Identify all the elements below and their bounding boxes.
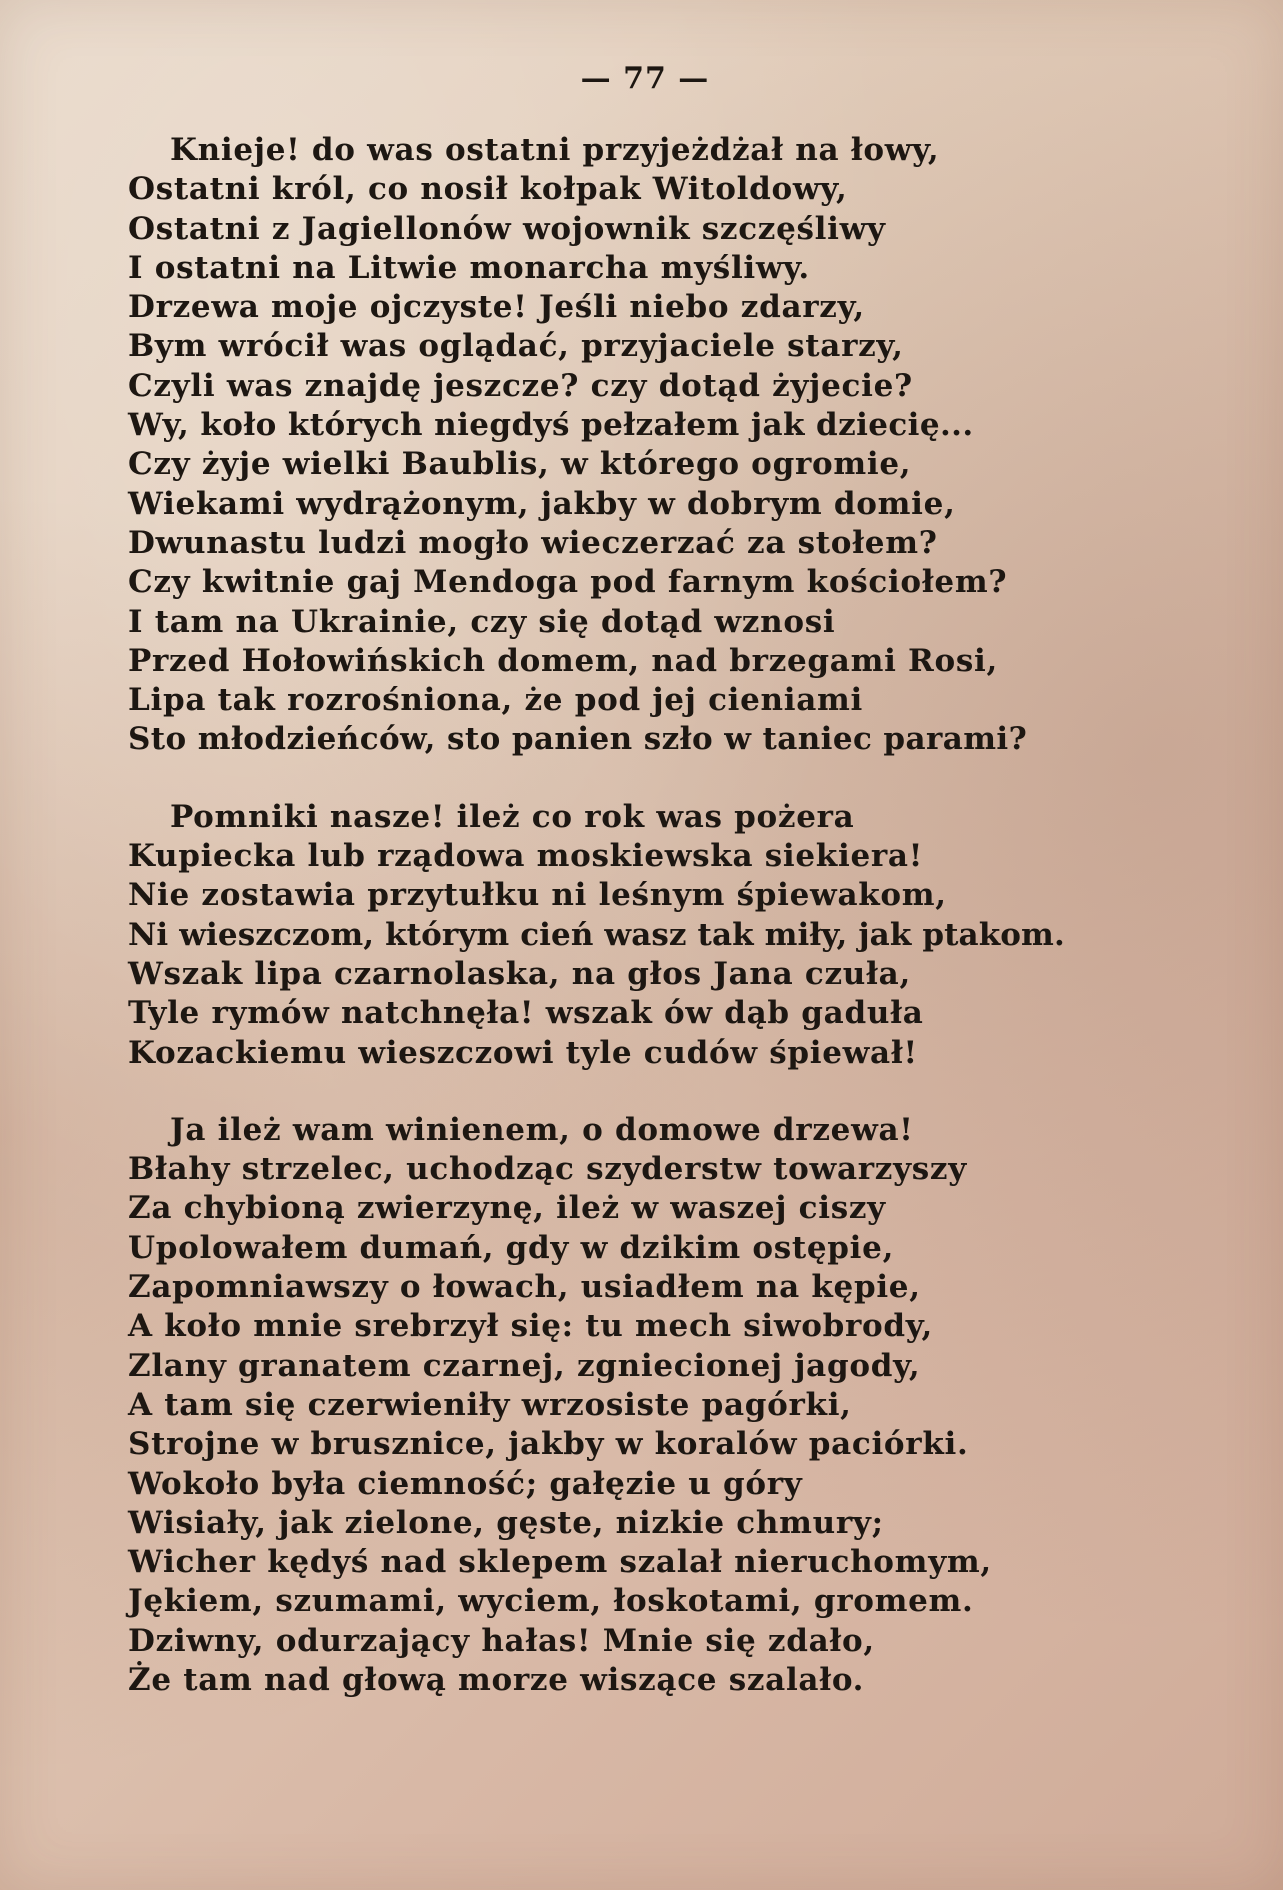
poem-line: Jękiem, szumami, wyciem, łoskotami, gromem. [128,1583,974,1620]
poem-line: Błahy strzelec, uchodząc szyderstw towarzyszy [128,1151,967,1188]
poem-line: Dziwny, odurzający hałas! Mnie się zdało, [128,1622,875,1659]
poem-line: Zapomniawszy o łowach, usiadłem na kępie, [128,1269,921,1306]
poem-line: Wicher kędyś nad sklepem szalał nieruchomym, [128,1544,992,1581]
poem-line: Kozackiemu wieszczowi tyle cudów śpiewał! [128,1034,918,1071]
poem-line: Nie zostawia przytułku ni leśnym śpiewakom, [128,877,947,914]
poem-line: Wy, koło których niegdyś pełzałem jak dziecię... [128,407,974,444]
poem-line: Ja ileż wam winienem, o domowe drzewa! [170,1111,914,1148]
poem-line: Pomniki nasze! ileż co rok was pożera [170,798,855,835]
poem-line: Ostatni król, co nosił kołpak Witoldowy, [128,171,848,208]
poem-line: Drzewa moje ojczyste! Jeśli niebo zdarzy, [128,289,865,326]
poem-line: Wiekami wydrążonym, jakby w dobrym domie, [128,485,956,522]
poem-line: A koło mnie srebrzył się: tu mech siwobrody, [128,1308,934,1345]
poem-line: I tam na Ukrainie, czy się dotąd wznosi [128,603,836,640]
poem-line: Upolowałem dumań, gdy w dzikim ostępie, [128,1229,895,1266]
poem-line: Dwunastu ludzi mogło wieczerzać za stołem? [128,524,938,561]
poem-line: Bym wrócił was oglądać, przyjaciele starzy, [128,328,904,365]
poem-line: Przed Hołowińskich domem, nad brzegami Rosi, [128,642,999,679]
poem-line: Czyli was znajdę jeszcze? czy dotąd żyjecie? [128,367,913,404]
poem-line: I ostatni na Litwie monarcha myśliwy. [128,249,810,286]
stanza-2 [128,798,1168,1073]
poem-line: Czy żyje wielki Baublis, w którego ogromie, [128,446,912,483]
poem-line: Wszak lipa czarnolaska, na głos Jana czuła, [128,955,911,992]
poem-line: Za chybioną zwierzynę, ileż w waszej ciszy [128,1190,886,1227]
poem-line: A tam się czerwieniły wrzosiste pagórki, [128,1386,852,1423]
stanza-1 [128,131,1168,760]
poem-line: Strojne w brusznice, jakby w koralów paciórki. [128,1426,969,1463]
poem-line: Tyle rymów natchnęła! wszak ów dąb gaduła [128,995,924,1032]
poem-line: Zlany granatem czarnej, zgniecionej jagody, [128,1347,921,1384]
page-number: — 77 — [580,61,710,96]
poem-line: Ostatni z Jagiellonów wojownik szczęśliwy [128,210,886,247]
poem-line: Kupiecka lub rządowa moskiewska siekiera! [128,838,923,875]
poem-line: Knieje! do was ostatni przyjeżdżał na łowy, [170,132,940,168]
poem-line: Wokoło była ciemność; gałęzie u góry [128,1465,803,1502]
stanza-3 [128,1111,1168,1700]
poem-line: Sto młodzieńców, sto panien szło w taniec parami? [128,721,1028,758]
poem-line: Wisiały, jak zielone, gęste, nizkie chmury; [128,1504,884,1541]
poem-text [128,131,1168,1700]
poem-line: Lipa tak rozrośniona, że pod jej cieniami [128,682,864,719]
poem-line: Czy kwitnie gaj Mendoga pod farnym kościołem? [128,564,1008,601]
poem-line: Ni wieszczom, którym cień wasz tak miły, jak ptakom. [128,916,1065,953]
poem-line: Że tam nad głową morze wiszące szalało. [128,1661,865,1698]
